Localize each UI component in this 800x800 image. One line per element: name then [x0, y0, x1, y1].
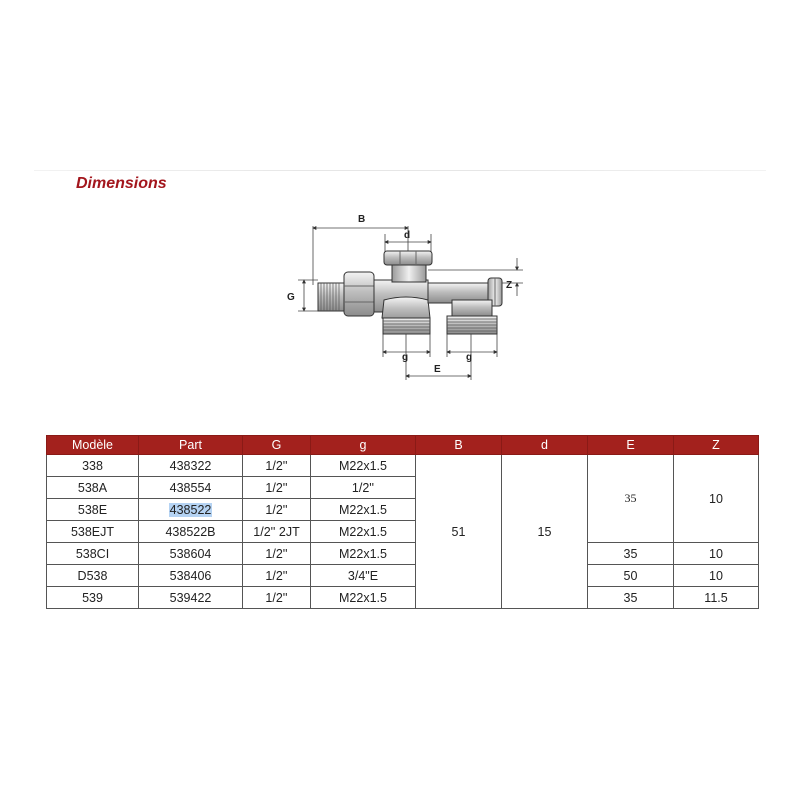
section-title: Dimensions	[76, 175, 167, 192]
cell-part: 538406	[139, 565, 243, 587]
label-Z: Z	[506, 280, 513, 291]
header-B: B	[416, 436, 502, 455]
table-header-row	[47, 436, 759, 455]
cell-part	[139, 499, 243, 521]
header-E: E	[588, 436, 674, 455]
cell-part: 438522B	[139, 521, 243, 543]
cell-B-merged: 51	[416, 455, 502, 609]
cell-part: 538604	[139, 543, 243, 565]
cell-g: M22x1.5	[311, 587, 416, 609]
cell-g: M22x1.5	[311, 521, 416, 543]
cell-modele: 539	[47, 587, 139, 609]
cell-E: 50	[588, 565, 674, 587]
cell-E-merged: 35	[588, 455, 674, 543]
label-g-left: g	[402, 352, 409, 363]
label-g-right: g	[466, 352, 473, 363]
cell-G: 1/2''	[243, 455, 311, 477]
header-d: d	[502, 436, 588, 455]
selected-text[interactable]: 438522	[169, 502, 212, 517]
valve-dimension-drawing	[280, 208, 540, 386]
cell-G: 1/2''	[243, 499, 311, 521]
table-row	[47, 455, 759, 477]
dimensions-table	[46, 435, 759, 609]
cell-d-merged: 15	[502, 455, 588, 609]
table-row	[47, 543, 759, 565]
cell-Z-merged: 10	[674, 455, 759, 543]
label-E: E	[434, 364, 441, 375]
cell-modele: 538A	[47, 477, 139, 499]
cell-modele: 538EJT	[47, 521, 139, 543]
cell-part: 438322	[139, 455, 243, 477]
cell-modele: D538	[47, 565, 139, 587]
label-B: B	[358, 214, 366, 225]
label-d: d	[404, 230, 411, 241]
cell-g: 3/4"E	[311, 565, 416, 587]
cell-Z: 10	[674, 565, 759, 587]
table-row	[47, 587, 759, 609]
cell-G: 1/2'' 2JT	[243, 521, 311, 543]
header-Z: Z	[674, 436, 759, 455]
cell-G: 1/2''	[243, 565, 311, 587]
cell-modele: 538E	[47, 499, 139, 521]
table-row	[47, 565, 759, 587]
cell-modele: 538CI	[47, 543, 139, 565]
cell-part: 438554	[139, 477, 243, 499]
cell-E: 35	[588, 587, 674, 609]
cell-G: 1/2''	[243, 477, 311, 499]
header-g: g	[311, 436, 416, 455]
cell-g: M22x1.5	[311, 455, 416, 477]
header-modele: Modèle	[47, 436, 139, 455]
cell-g: M22x1.5	[311, 499, 416, 521]
label-G: G	[287, 292, 295, 303]
cell-G: 1/2''	[243, 543, 311, 565]
header-G: G	[243, 436, 311, 455]
valve-body	[318, 251, 502, 334]
cell-part: 539422	[139, 587, 243, 609]
cell-g: M22x1.5	[311, 543, 416, 565]
cell-Z: 11.5	[674, 587, 759, 609]
section-divider	[34, 170, 766, 171]
cell-g: 1/2''	[311, 477, 416, 499]
cell-modele: 338	[47, 455, 139, 477]
cell-E: 35	[588, 543, 674, 565]
header-part: Part	[139, 436, 243, 455]
cell-Z: 10	[674, 543, 759, 565]
cell-G: 1/2''	[243, 587, 311, 609]
